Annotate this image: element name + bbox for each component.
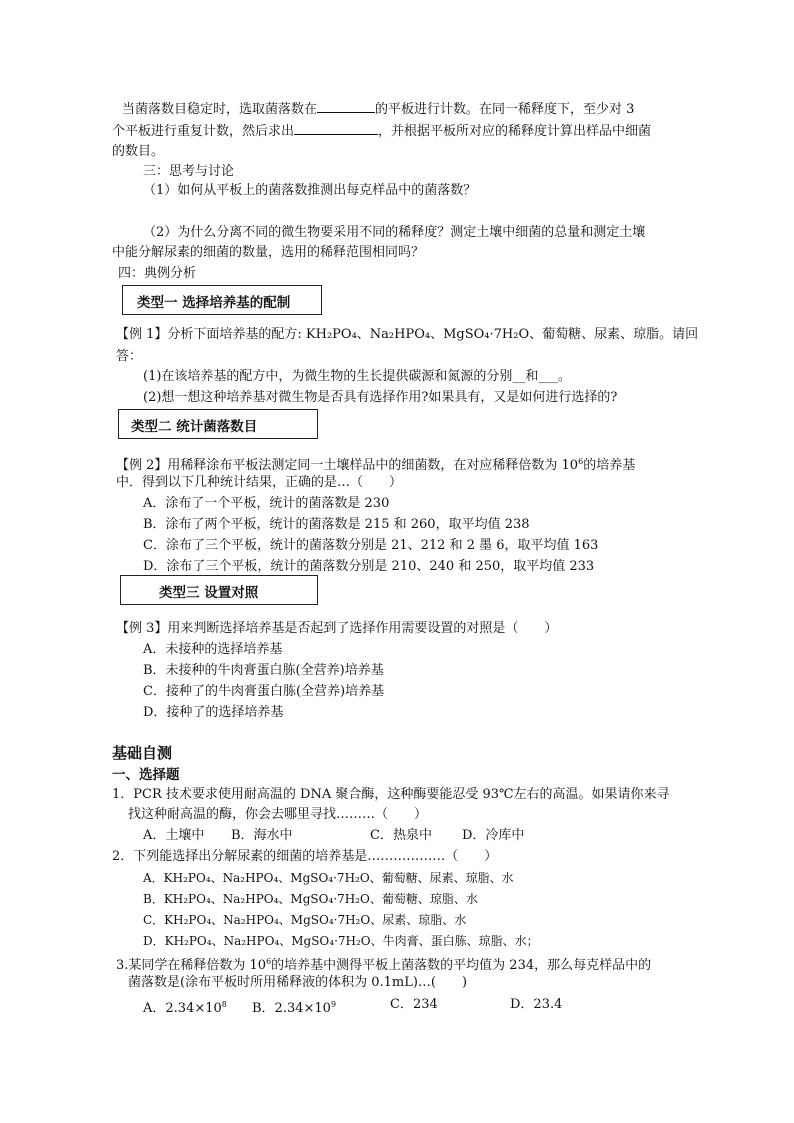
ex1-question-1: (1)在该培养基的配方中，为微生物的生长提供碳源和氮源的分别__和___。: [143, 369, 571, 384]
section3-question-2-line2: 中能分解尿素的细菌的数量，选用的稀释范围相同吗？: [112, 245, 425, 260]
q3-option-b: [252, 996, 336, 1018]
ex1-line2: 答：: [116, 349, 143, 364]
ex2-option-c: C．涂布了三个平板，统计的菌落数分别是 21、212 和 2 墨 6，取平均值 163: [143, 538, 599, 553]
ex1-line1: 【例 1】分析下面培养基的配方: KH₂PO₄、Na₂HPO₄、MgSO₄·7H₂O、葡萄糖、尿素、琼脂。请回: [116, 327, 699, 342]
q3-option-c: C．234: [390, 997, 438, 1012]
q2-option-a: A．KH₂PO₄、Na₂HPO₄、MgSO₄·7H₂O、葡萄糖、尿素、琼脂、水: [143, 871, 514, 885]
ex2-line1: [116, 453, 635, 475]
q3-line1: [116, 953, 651, 975]
para1-line1-text-a: 当菌落数目稳定时，选取菌落数在: [122, 102, 318, 117]
ex2-line2: 中．得到以下几种统计结果，正确的是…（ ）: [116, 475, 403, 490]
ex2-line1-exponent: 6: [578, 457, 584, 466]
para1-line1: [122, 99, 634, 119]
ex2-line1-text-a: 【例 2】用稀释涂布平板法测定同一土壤样品中的细菌数，在对应稀释倍数为 10: [116, 458, 579, 473]
ex2-line1-text-b: 的培养基: [583, 458, 636, 473]
q2-line1: 2．下列能选择出分解尿素的细菌的培养基是………………（ ）: [112, 849, 498, 864]
q3-option-d: D．23.4: [510, 997, 563, 1012]
ex2-option-b: B．涂布了两个平板，统计的菌落数是 215 和 260，取平均值 238: [143, 517, 530, 532]
q3-line1-exponent: 6: [266, 957, 272, 966]
q1-option-d: D．冷库中: [462, 828, 525, 843]
fill-blank-2: [294, 121, 378, 135]
q2-option-b: B．KH₂PO₄、Na₂HPO₄、MgSO₄·7H₂O、葡萄糖、琼脂、水: [143, 892, 478, 906]
selftest-title: 基础自测: [112, 744, 173, 762]
selftest-subtitle: 一、选择题: [112, 767, 180, 783]
q2-option-c: C．KH₂PO₄、Na₂HPO₄、MgSO₄·7H₂O、尿素、琼脂、水: [143, 913, 467, 927]
section3-question-1: （1）如何从平板上的菌落数推测出每克样品中的菌落数？: [143, 183, 477, 198]
ex1-question-2: (2)想一想这种培养基对微生物是否具有选择作用?如果具有，又是如何进行选择的?: [143, 390, 618, 405]
q1-option-b: B．海水中: [231, 828, 293, 843]
para1-line2-text-b: ，并根据平板所对应的稀释度计算出样品中细菌: [378, 124, 652, 139]
ex2-option-a: A．涂布了一个平板，统计的菌落数是 230: [143, 496, 390, 511]
q1-option-a: A．土壤中: [143, 828, 205, 843]
section3-title: 三：思考与讨论: [143, 164, 235, 179]
q3-line1-text-b: 的培养基中测得平板上菌落数的平均值为 234，那么每克样品中的: [271, 958, 652, 973]
q1-line2: 找这种耐高温的酶，你会去哪里寻找………（ ）: [128, 807, 428, 822]
q3-option-a-text: A．2.34×10: [143, 1001, 222, 1016]
q1-line1: 1．PCR 技术要求使用耐高温的 DNA 聚合酶，这种酶要能忍受 93℃左右的高温。如果请你来寻: [112, 787, 670, 802]
para1-line3: 的数目。: [112, 144, 165, 159]
para1-line2-text-a: 个平板进行重复计数，然后求出: [112, 124, 295, 139]
para1-line2: [112, 121, 651, 141]
q2-option-d: D．KH₂PO₄、Na₂HPO₄、MgSO₄·7H₂O、牛肉膏、蛋白胨、琼脂、水；: [143, 934, 539, 948]
section4-title: 四：典例分析: [118, 266, 197, 281]
q3-option-b-exponent: 9: [330, 1000, 337, 1009]
fill-blank-1: [317, 99, 375, 113]
type3-label: 类型三 设置对照: [159, 585, 259, 601]
type2-label: 类型二 统计菌落数目: [131, 419, 258, 435]
ex3-option-c: C．接种了的牛肉膏蛋白胨(全营养)培养基: [143, 684, 385, 699]
q3-line1-text-a: 3.某同学在稀释倍数为 10: [116, 958, 267, 973]
ex3-option-d: D．接种了的选择培养基: [143, 705, 284, 720]
para1-line1-text-b: 的平板进行计数。在同一稀释度下，至少对 3: [375, 102, 635, 117]
type1-label: 类型一 选择培养基的配制: [137, 295, 291, 311]
ex3-option-b: B．未接种的牛肉膏蛋白胨(全营养)培养基: [143, 663, 384, 678]
q3-option-a: [143, 996, 227, 1018]
ex3-option-a: A．未接种的选择培养基: [143, 642, 283, 657]
ex2-option-d: D．涂布了三个平板，统计的菌落数分别是 210、240 和 250，取平均值 233: [143, 559, 595, 574]
q1-option-c: C．热泉中: [370, 828, 432, 843]
q3-option-a-exponent: 8: [221, 1000, 227, 1009]
q3-line2: 菌落数是(涂布平板时所用稀释液的体积为 0.1mL)…( ): [128, 975, 468, 990]
section3-question-2-line1: （2）为什么分离不同的微生物要采用不同的稀释度？测定土壤中细菌的总量和测定土壤: [143, 225, 646, 240]
q3-option-b-text: B．2.34×10: [252, 1001, 331, 1016]
ex3-line1: 【例 3】用来判断选择培养基是否起到了选择作用需要设置的对照是（ ）: [116, 621, 558, 636]
